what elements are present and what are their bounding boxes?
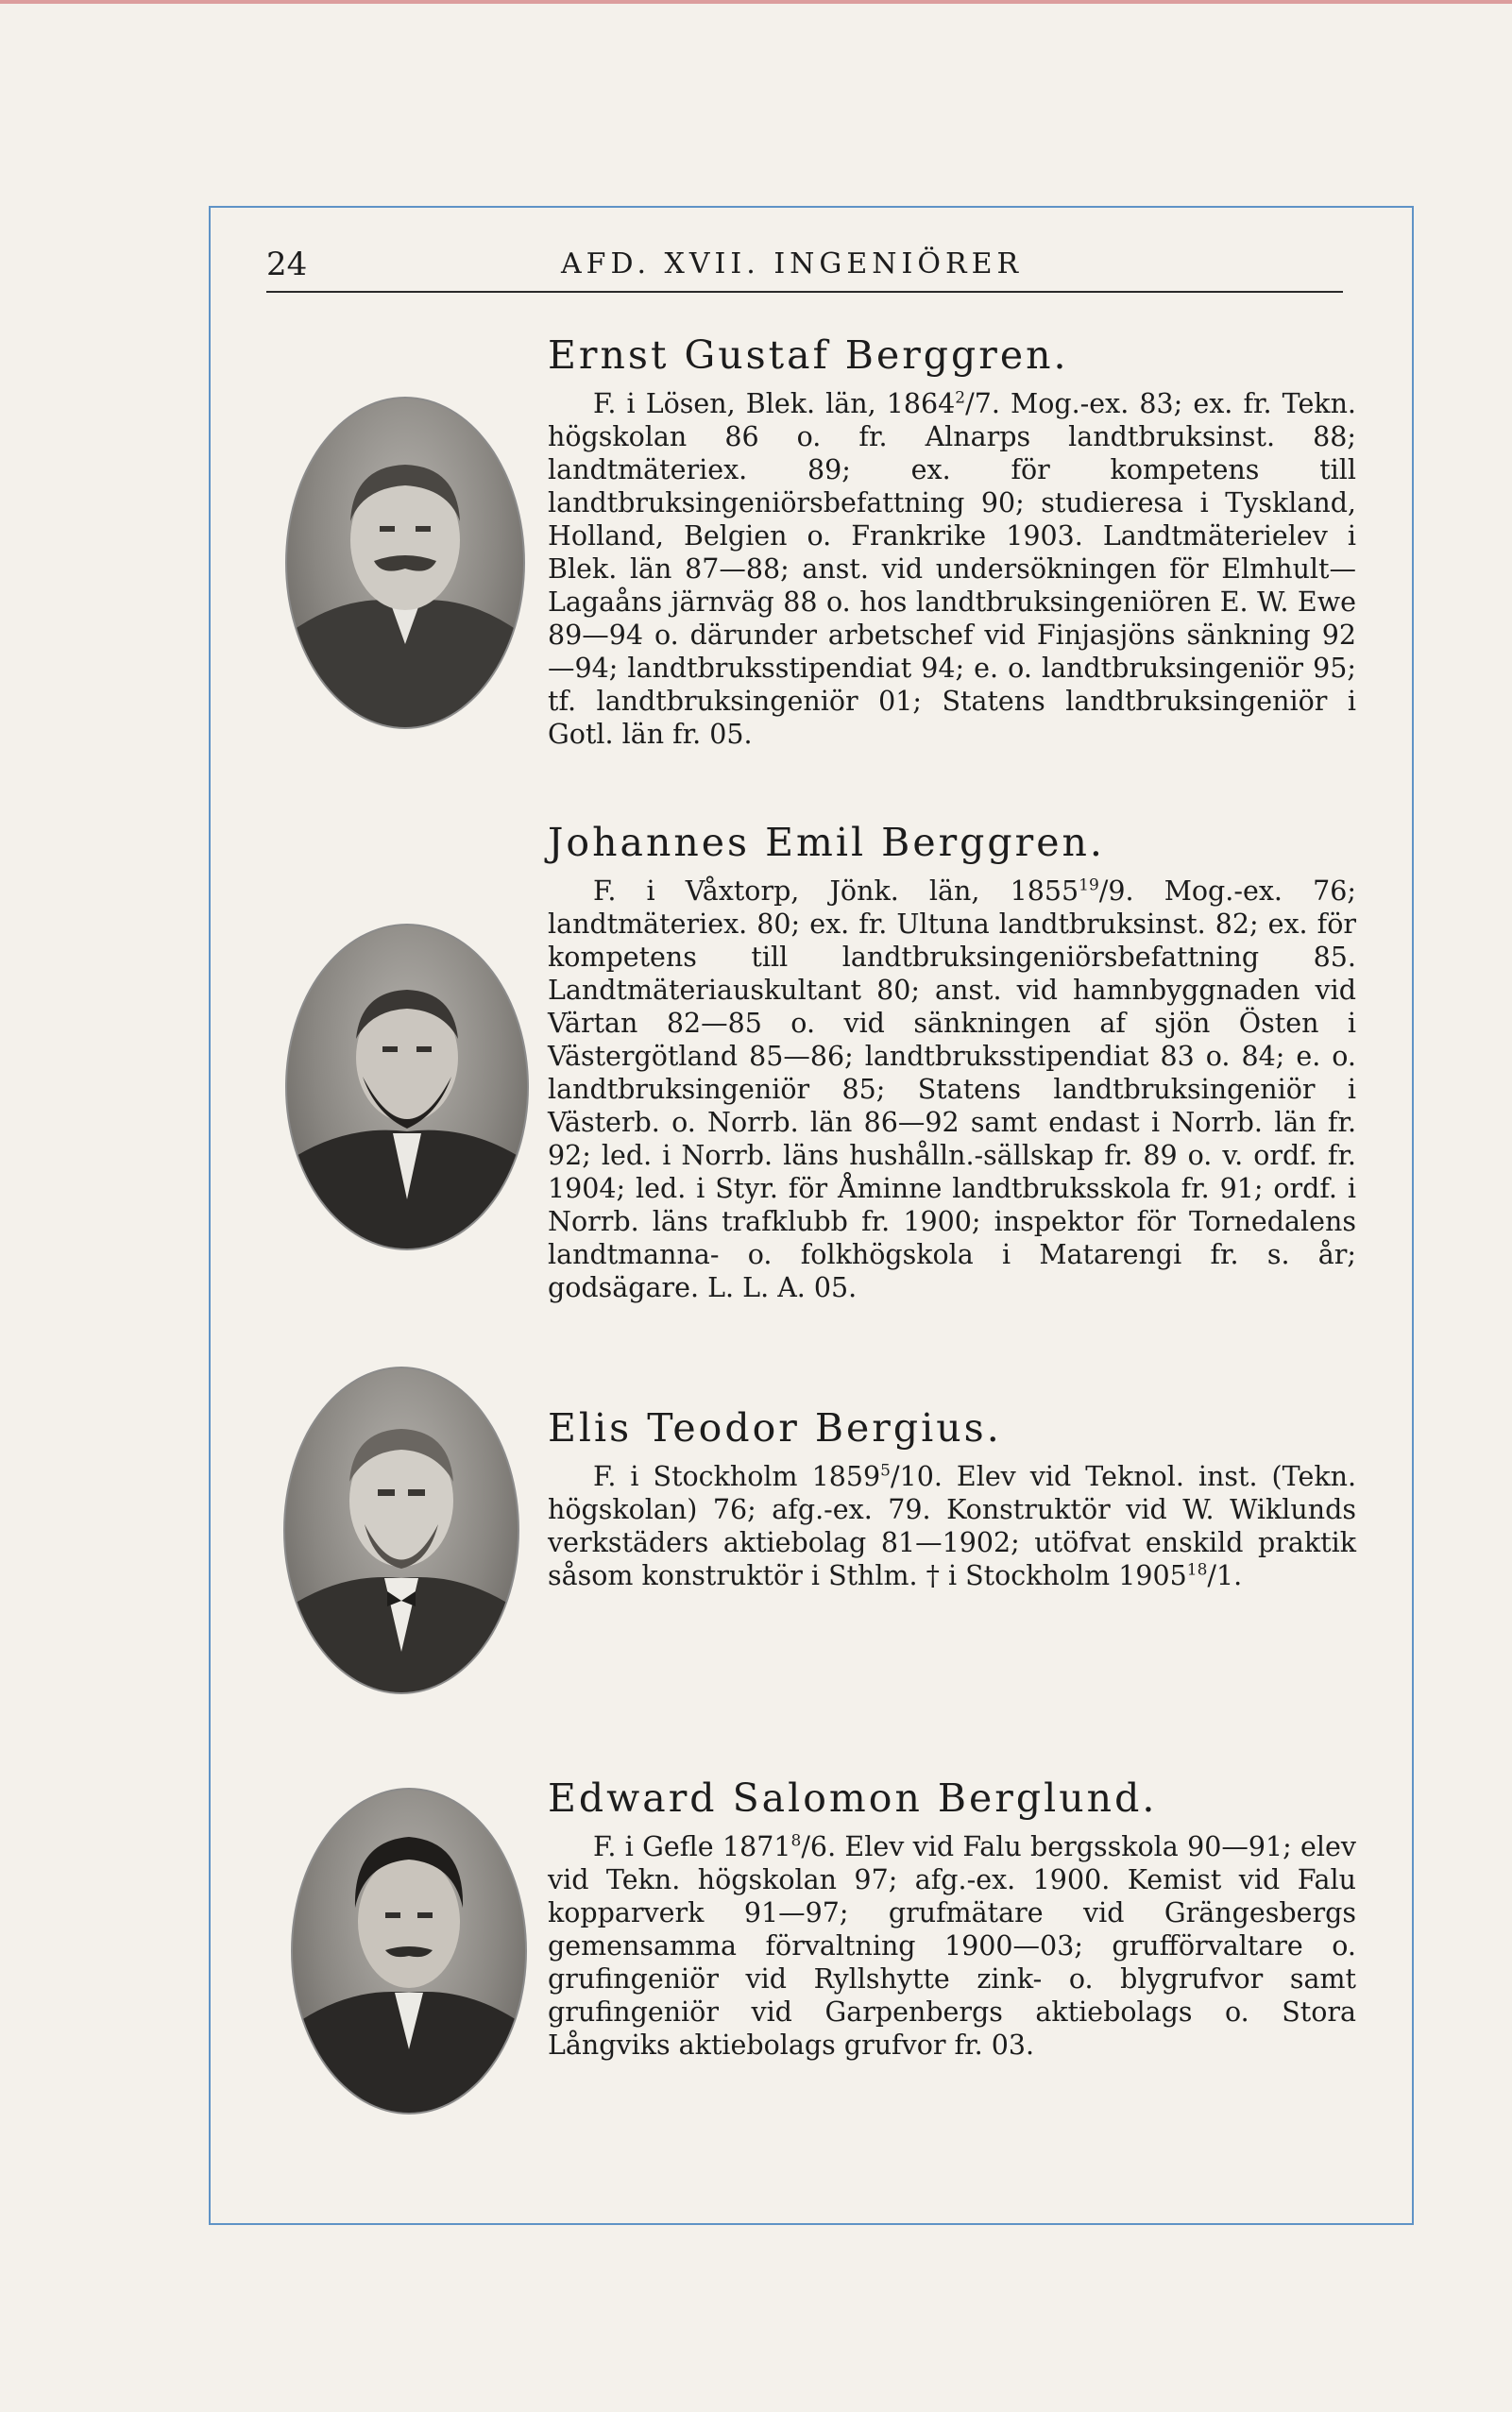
entry-elis-teodor-bergius bbox=[548, 1405, 1356, 1592]
page-number: 24 bbox=[266, 246, 308, 283]
entry-name: Ernst Gustaf Berggren. bbox=[548, 332, 1069, 378]
portrait-ernst-gustaf-berggren bbox=[285, 397, 525, 729]
entry-name: Edward Salomon Berglund. bbox=[548, 1775, 1158, 1821]
entry-name: Elis Teodor Bergius. bbox=[548, 1405, 1002, 1451]
section-title: AFD. XVII. INGENIÖRER bbox=[561, 247, 1024, 280]
entry-ernst-gustaf-berggren bbox=[548, 332, 1356, 751]
portrait-edward-salomon-berglund bbox=[291, 1788, 527, 2115]
entry-biography: F. i Gefle 1871$^8$/6. Elev vid Falu bergsskola 90—91; elev vid Tekn. högskolan 97; afg.-ex. 1900. Kemist vid Falu kopparverk 91—97; grufmätare vid Grängesbergs gemensamma förvaltning 1900—03; grufförvaltare o. grufingeniör vid Ryllshytte zink- o. blygrufvor samt grufingeniör vid Garpenbergs aktiebolags o. Stora Långviks aktiebolags grufvor fr. 03. bbox=[548, 1831, 1356, 2061]
page-header bbox=[266, 246, 1343, 293]
entry-biography: F. i Våxtorp, Jönk. län, 1855$^{19}$/9. Mog.-ex. 76; landtmäteriex. 80; ex. fr. Ultuna landtbruksinst. 82; ex. för kompetens till landtbruksingeniörsbefattning 85. Landtmäteriauskultant 80; anst. vid hamnbyggnaden vid Värtan 82—85 o. vid sänkningen af sjön Östen i Västergötland 85—86; landtbruksstipendiat 83 o. 84; e. o. landtbruksingeniör 85; Statens landtbruksingeniör i Västerb. o. Norrb. län 86—92 samt endast i Norrb. län fr. 92; led. i Norrb. läns hushålln.-sällskap fr. 89 o. v. ordf. fr. 1904; led. i Styr. för Åminne landtbruksskola fr. 91; ordf. i Norrb. läns trafklubb fr. 1900; inspektor för Tornedalens landtmanna- o. folkhögskola i Matarengi fr. s. år; godsägare. L. L. A. 05. bbox=[548, 875, 1356, 1303]
entry-biography: F. i Lösen, Blek. län, 1864$^2$/7. Mog.-ex. 83; ex. fr. Tekn. högskolan 86 o. fr. Alnarps landtbruksinst. 88; landtmäteriex. 89; ex. för kompetens till landtbruksingeniörsbefattning 90; studieresa i Tyskland, Holland, Belgien o. Frankrike 1903. Landtmäterielev i Blek. län 87—88; anst. vid undersökningen för Elmhult—Lagaåns järnväg 88 o. hos landtbruksingeniören E. W. Ewe 89—94 o. därunder arbetschef vid Finjasjöns sänkning 92—94; landtbruksstipendiat 94; e. o. landtbruksingeniör 95; tf. landtbruksingeniör 01; Statens landtbruksingeniör i Gotl. län fr. 05. bbox=[548, 388, 1356, 750]
entry-edward-salomon-berglund bbox=[548, 1775, 1356, 2062]
portrait-johannes-emil-berggren bbox=[285, 924, 529, 1250]
entry-name: Johannes Emil Berggren. bbox=[548, 820, 1105, 865]
entry-biography: F. i Stockholm 1859$^5$/10. Elev vid Teknol. inst. (Tekn. högskolan) 76; afg.-ex. 79. Konstruktör vid W. Wiklunds verkstäders aktiebolag 81—1902; utöfvat enskild praktik såsom konstruktör i Sthlm. † i Stockholm 1905$^{18}$/1. bbox=[548, 1461, 1357, 1591]
portrait-elis-teodor-bergius bbox=[283, 1367, 519, 1694]
entry-johannes-emil-berggren bbox=[548, 820, 1356, 1304]
page-edge bbox=[0, 0, 1512, 4]
